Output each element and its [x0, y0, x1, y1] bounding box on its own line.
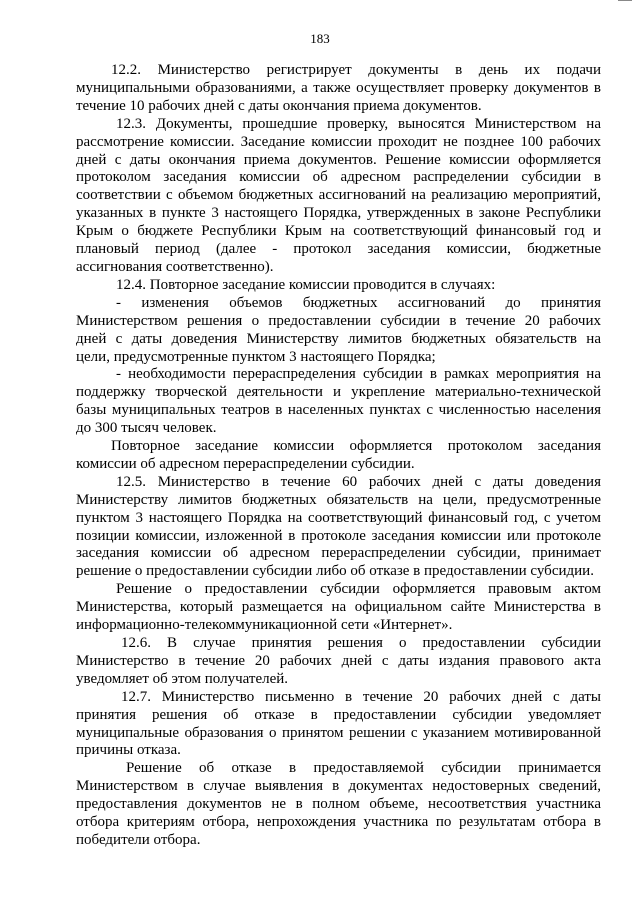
paragraph: [76, 277, 601, 295]
text-line: плановый период (далее - протокол заседания комиссии, бюджетные: [76, 241, 601, 258]
text-line: 12.4. Повторное заседание комиссии проводится в случаях:: [116, 276, 496, 293]
text-line: 12.7. Министерство письменно в течение 20 рабочих дней с даты: [121, 688, 601, 705]
paragraph: [76, 295, 601, 367]
text-line: Решение о предоставлении субсидии оформляется правовым актом: [116, 581, 601, 598]
text-line: муниципальные образования о принятом решении с указанием мотивированной: [76, 724, 601, 741]
text-line: протоколом заседания комиссии об адресном распределении субсидии в: [76, 169, 601, 186]
text-line: 12.3. Документы, прошедшие проверку, выносятся Министерством на: [116, 115, 601, 132]
paragraph: [76, 62, 601, 116]
page-number: 183: [310, 31, 330, 46]
text-line: Повторное заседание комиссии оформляется протоколом заседания: [111, 438, 601, 455]
text-line: - необходимости перераспределения субсидии в рамках мероприятия на: [116, 366, 601, 383]
text-line: муниципальными образованиями, а также осуществляет проверку документов в: [76, 79, 601, 96]
paragraph: [76, 366, 601, 438]
text-line: базы муниципальных театров в населенных пунктах с численностью населения: [76, 402, 601, 419]
text-line: комиссии об адресном перераспределении субсидии.: [76, 455, 415, 472]
text-line: причины отказа.: [76, 742, 181, 759]
paragraph: [76, 438, 601, 474]
text-line: Министерством в случае выявления в документах недостоверных сведений,: [76, 778, 601, 795]
text-line: заседания комиссии об адресном перераспределении субсидии, принимает: [76, 545, 601, 562]
text-line: Министерством решения о предоставлении субсидии в течение 20 рабочих: [76, 312, 601, 329]
paragraph: [76, 689, 601, 761]
text-line: цели, предусмотренные пунктом 3 настоящего Порядка;: [76, 348, 436, 365]
text-line: позиции комиссии, изложенной в протоколе заседания комиссии или протоколе: [76, 527, 601, 544]
text-line: указанных в пункте 3 настоящего Порядка, утвержденных в законе Республики: [76, 205, 601, 222]
text-line: решение о предоставлении субсидии либо об отказе в предоставлении субсидии.: [76, 563, 594, 580]
text-line: ассигнования соответственно).: [76, 258, 274, 275]
paragraph: [76, 635, 601, 689]
text-line: 12.5. Министерство в течение 60 рабочих дней с даты доведения: [116, 473, 601, 490]
corner-scan-mark: [618, 0, 632, 1]
text-line: Министерства, который размещается на официальном сайте Министерства в: [76, 599, 601, 616]
paragraph: [76, 474, 601, 581]
text-line: дней с даты доведения Министерству лимитов бюджетных обязательств на: [76, 330, 601, 347]
text-line: отбора критериям отбора, непрохождения участника по результатам отбора в: [76, 814, 601, 831]
text-line: Решение об отказе в предоставляемой субсидии принимается: [126, 760, 601, 777]
text-line: Министерство в течение 20 рабочих дней с даты издания правового акта: [76, 652, 601, 669]
text-line: дней с даты окончания приема документов. Решение комиссии оформляется: [76, 151, 601, 168]
text-line: рассмотрение комиссии. Заседание комиссии проходит не позднее 100 рабочих: [76, 133, 601, 150]
text-line: уведомляет об этом получателей.: [76, 670, 289, 687]
text-line: течение 10 рабочих дней с даты окончания приема документов.: [76, 97, 482, 114]
text-line: пунктом 3 настоящего Порядка на соответствующий финансовый год, с учетом: [76, 509, 601, 526]
text-line: - изменения объемов бюджетных ассигнований до принятия: [116, 294, 601, 311]
text-line: информационно-телекоммуникационной сети «Интернет».: [76, 617, 453, 634]
paragraph: [76, 581, 601, 635]
text-line: предоставления документов не в полном объеме, несоответствия участника: [76, 796, 601, 813]
document-body: [76, 62, 601, 850]
paragraph: [76, 760, 601, 850]
text-line: победители отбора.: [76, 831, 201, 848]
text-line: 12.6. В случае принятия решения о предоставлении субсидии: [121, 635, 601, 651]
text-line: поддержку творческой деятельности и укрепление материально-технической: [76, 384, 601, 401]
text-line: до 300 тысяч человек.: [76, 420, 217, 437]
text-line: Крым о бюджете Республики Крым на соответствующий финансовый год и: [76, 223, 601, 240]
text-line: соответствии с объемом бюджетных ассигнований на реализацию мероприятий,: [76, 187, 601, 204]
text-line: 12.2. Министерство регистрирует документы в день их подачи: [111, 62, 601, 78]
paragraph: [76, 116, 601, 277]
text-line: принятия решения об отказе в предоставлении субсидии уведомляет: [76, 706, 601, 723]
text-line: Министерству лимитов бюджетных обязательств на цели, предусмотренные: [76, 491, 601, 508]
